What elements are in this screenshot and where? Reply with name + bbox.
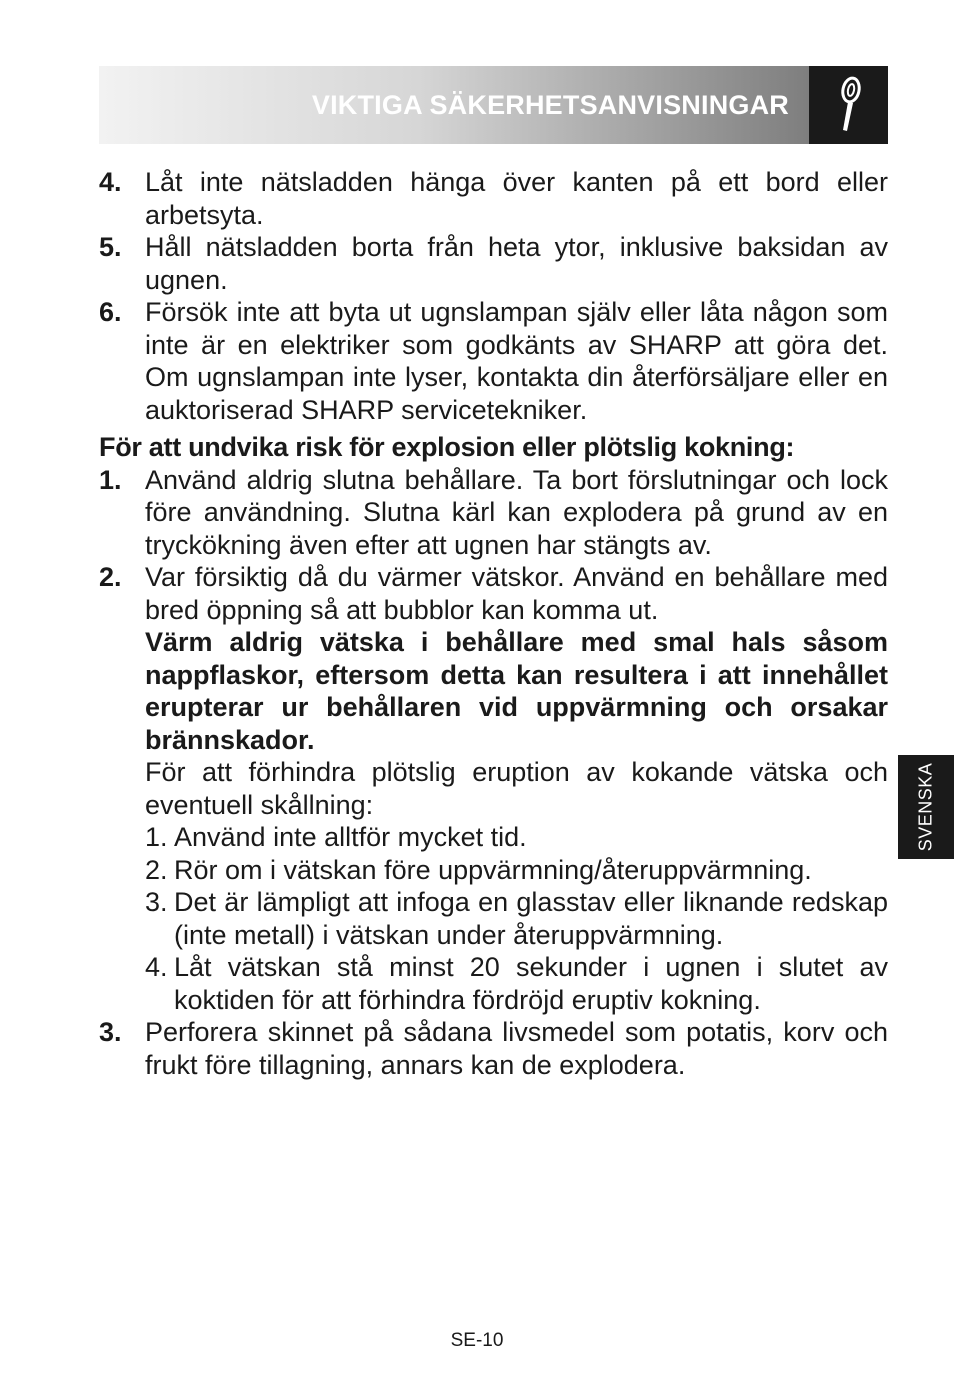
language-tab-label: SVENSKA: [915, 762, 936, 852]
sub-list-item-text: Använd inte alltför mycket tid.: [174, 822, 527, 852]
header-icon-box: [809, 66, 888, 144]
sub-list-item-number: 4.: [145, 952, 168, 982]
list-item-number: 1.: [99, 464, 122, 495]
warning-pin-icon: [809, 66, 888, 144]
list-item-number: 5.: [99, 232, 122, 262]
sub-list-item-number: 2.: [145, 854, 168, 885]
section-heading: För att undvika risk för explosion eller plötslig kokning:: [99, 432, 795, 462]
sub-list-item-number: 3.: [145, 887, 168, 917]
sub-list-item: [145, 886, 888, 951]
list-item-text: Perforera skinnet på sådana livsmedel som potatis, korv och frukt före tillagning, annars kan de explodera.: [145, 1017, 888, 1080]
list-item-text: Försök inte att byta ut ugnslampan själv eller låta någon som inte är en elektriker som godkänts av SHARP att göra det. Om ugnslampan inte lyser, kontakta din återförsäljare eller en auktoriserad SHARP servicetekniker.: [145, 297, 888, 425]
warning-text: Värm aldrig vätska i behållare med smal hals såsom nappflaskor, eftersom detta kan resultera i att innehållet erupterar ur behållaren vid uppvärmning och orsakar brännskador.: [145, 627, 888, 755]
section-header: [99, 66, 809, 144]
intro-text: För att förhindra plötslig eruption av kokande vätska och eventuell skållning:: [145, 757, 888, 820]
list-item-number: 4.: [99, 167, 122, 197]
list-item: [99, 231, 888, 296]
header-title: VIKTIGA SÄKERHETSANVISNINGAR: [311, 90, 789, 120]
list-item-number: 3.: [99, 1017, 122, 1047]
list-item-text: Håll nätsladden borta från heta ytor, inklusive baksidan av ugnen.: [145, 232, 888, 295]
sub-list-item: [145, 821, 888, 854]
list-item: [99, 464, 888, 562]
sub-list-item: [145, 854, 888, 887]
sub-list-item-text: Det är lämpligt att infoga en glasstav eller liknande redskap (inte metall) i vätskan under återuppvärmning.: [174, 887, 888, 950]
page-content: [99, 166, 888, 1081]
page-number: SE-10: [450, 1330, 504, 1351]
sub-list-item-text: Låt vätskan stå minst 20 sekunder i ugnen i slutet av koktiden för att förhindra fördröjd eruptiv kokning.: [174, 952, 888, 1015]
sub-list-item: [145, 951, 888, 1016]
list-item: [99, 296, 888, 426]
list-item-text: Låt inte nätsladden hänga över kanten på ett bord eller arbetsyta.: [145, 167, 888, 230]
list-item: [99, 166, 888, 231]
sub-list-item-number: 1.: [145, 822, 168, 852]
sub-list-item-text: Rör om i vätskan före uppvärmning/återuppvärmning.: [174, 854, 812, 885]
list-item-number: 2.: [99, 562, 122, 592]
language-tab: [898, 755, 954, 859]
list-item: [99, 1016, 888, 1081]
list-item: [99, 561, 888, 1016]
list-item-text: Använd aldrig slutna behållare. Ta bort förslutningar och lock före användning. Slutna kärl kan explodera på grund av en tryckökning även efter att ugnen har stängts av.: [145, 464, 888, 560]
list-item-text: Var försiktig då du värmer vätskor. Använd en behållare med bred öppning så att bubblor kan komma ut.: [145, 562, 888, 625]
list-item-number: 6.: [99, 297, 122, 327]
